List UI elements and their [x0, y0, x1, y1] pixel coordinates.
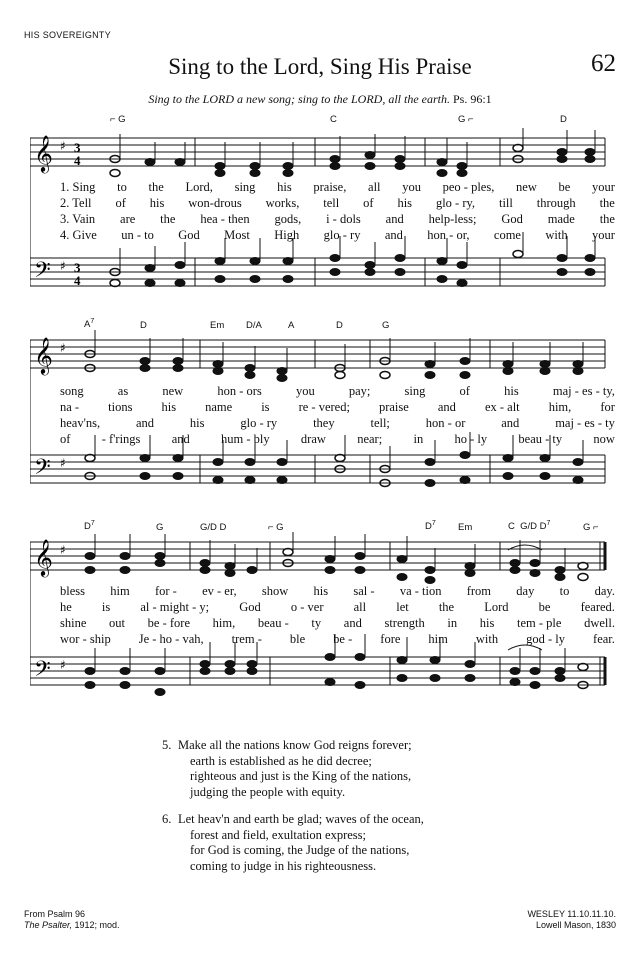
syllable: peo - ples,: [442, 180, 495, 194]
chord-symbol: D: [336, 320, 343, 331]
chord-symbol: G/D D: [200, 522, 227, 533]
syllable: va - tion: [399, 584, 442, 598]
syllable: be - fore: [147, 616, 190, 630]
epigraph-reference: Ps. 96:1: [452, 92, 492, 106]
syllable: glo - ry: [323, 228, 361, 242]
stanza-line: earth is established as he did decree;: [190, 753, 372, 768]
syllable: hum - bly: [221, 432, 270, 446]
syllable: be -: [333, 632, 353, 646]
syllable: beau - ty: [518, 432, 563, 446]
syllable: with: [545, 228, 568, 242]
syllable: glo - ry,: [435, 196, 476, 210]
svg-text:𝄢: 𝄢: [34, 258, 51, 288]
lyric-line-verse-2: [60, 600, 615, 615]
syllable: made: [547, 212, 575, 226]
syllable: and: [385, 212, 404, 226]
syllable: him: [110, 584, 130, 598]
syllable: - f'rings: [101, 432, 141, 446]
svg-text:♯: ♯: [60, 139, 66, 153]
syllable: High: [274, 228, 300, 242]
syllable: ty: [311, 616, 322, 630]
syllable: all: [353, 600, 367, 614]
syllable: of: [363, 196, 374, 210]
syllable: ble: [289, 632, 306, 646]
chord-symbol: C: [330, 114, 337, 125]
syllable: and: [437, 400, 456, 414]
stanza-5: [162, 738, 412, 800]
svg-text:♯: ♯: [60, 341, 66, 355]
chord-symbol: G ⌐: [458, 114, 474, 125]
syllable: new: [162, 384, 184, 398]
syllable: him,: [548, 400, 572, 414]
lyric-line-verse-1: [60, 180, 615, 195]
syllable: hon - ors: [217, 384, 262, 398]
syllable: his: [504, 384, 519, 398]
syllable: Lord: [484, 600, 509, 614]
composer: Lowell Mason, 1830: [535, 920, 616, 930]
stanza-number: 6.: [162, 812, 172, 826]
syllable: his: [313, 584, 329, 598]
syllable: maj - es - ty,: [552, 384, 615, 398]
lyric-line-verse-4: [60, 432, 615, 447]
syllable: re - vered;: [298, 400, 350, 414]
syllable: the: [438, 600, 455, 614]
svg-text:♯: ♯: [60, 658, 66, 672]
chord-symbol: D/A: [246, 320, 262, 331]
lyric-line-verse-2: [60, 196, 615, 211]
syllable: ev - er,: [202, 584, 237, 598]
syllable: his: [277, 180, 292, 194]
syllable: 2. Tell: [60, 196, 92, 210]
syllable: 3. Vain: [60, 212, 96, 226]
stanza-line: forest and field, exultation express;: [190, 827, 366, 842]
stanza-line: Let heav'n and earth be glad; waves of the ocean,: [178, 812, 424, 826]
syllable: is: [261, 400, 270, 414]
syllable: sing: [404, 384, 426, 398]
syllable: na -: [60, 400, 80, 414]
svg-text:♯: ♯: [60, 259, 66, 273]
section-label: HIS SOVEREIGNTY: [24, 30, 112, 40]
syllable: strength: [384, 616, 425, 630]
syllable: glo - ry: [240, 416, 278, 430]
hymn-number: 62: [591, 50, 616, 77]
syllable: from: [466, 584, 492, 598]
chord-symbol: D: [560, 114, 567, 125]
syllable: they: [313, 416, 335, 430]
syllable: tell: [323, 196, 340, 210]
syllable: ex - alt: [484, 400, 520, 414]
syllable: with: [475, 632, 499, 646]
syllable: God: [239, 600, 261, 614]
epigraph-text: Sing to the LORD a new song; sing to the LORD, all the earth.: [148, 92, 450, 106]
lyric-line-verse-1: [60, 384, 615, 399]
hymn-title: Sing to the Lord, Sing His Praise: [168, 54, 472, 79]
syllable: his: [397, 196, 413, 210]
chord-symbol: $D^7$: [84, 520, 95, 533]
stanza-line: righteous and just is the King of the nations,: [190, 769, 412, 783]
syllable: wor - ship: [60, 632, 111, 646]
chord-symbol: Em: [210, 320, 225, 331]
svg-text:4: 4: [74, 273, 81, 288]
syllable: dwell.: [584, 616, 615, 630]
syllable: praise: [378, 400, 409, 414]
syllable: you: [295, 384, 315, 398]
syllable: feared.: [580, 600, 615, 614]
syllable: and: [343, 616, 362, 630]
chord-symbol: G: [382, 320, 390, 331]
svg-text:4: 4: [74, 153, 81, 168]
syllable: God: [178, 228, 200, 242]
syllable: day: [516, 584, 535, 598]
syllable: tell;: [370, 416, 390, 430]
lyric-line-verse-3: [60, 212, 615, 227]
chord-symbol: C G/D $D^7$: [508, 520, 551, 533]
source-title: The Psalter,: [24, 920, 73, 930]
syllable: your: [591, 228, 615, 242]
syllable: in: [413, 432, 424, 446]
syllable: sal -: [353, 584, 375, 598]
syllable: o - ver: [290, 600, 324, 614]
stanza-line: coming to judge in his righteousness.: [190, 858, 377, 873]
syllable: draw: [300, 432, 326, 446]
syllable: god - ly: [526, 632, 566, 646]
syllable: be: [538, 600, 551, 614]
syllable: and: [135, 416, 155, 430]
svg-text:3: 3: [74, 260, 81, 275]
syllable: near;: [357, 432, 383, 446]
syllable: tions: [108, 400, 133, 414]
syllable: God: [501, 212, 523, 226]
source-note: 1912; mod.: [72, 920, 120, 930]
syllable: and: [171, 432, 190, 446]
syllable: and: [384, 228, 403, 242]
syllable: his: [161, 400, 177, 414]
syllable: he: [60, 600, 72, 614]
syllable: for: [600, 400, 615, 414]
syllable: shine: [60, 616, 87, 630]
syllable: song: [60, 384, 84, 398]
syllable: trem -: [231, 632, 262, 646]
svg-text:𝄞: 𝄞: [34, 538, 53, 576]
syllable: through: [536, 196, 576, 210]
syllable: praise,: [313, 180, 347, 194]
syllable: 4. Give: [60, 228, 97, 242]
chord-symbol: ⌐ G: [110, 114, 126, 125]
syllable: Most: [224, 228, 250, 242]
svg-text:𝄞: 𝄞: [34, 336, 53, 374]
syllable: of: [115, 196, 126, 210]
syllable: Lord,: [185, 180, 213, 194]
svg-text:𝄞: 𝄞: [34, 134, 53, 172]
syllable: the: [148, 180, 164, 194]
syllable: you: [402, 180, 421, 194]
syllable: his: [149, 196, 165, 210]
syllable: Je - ho - vah,: [138, 632, 204, 646]
epigraph: [0, 92, 640, 107]
syllable: maj - es - ty: [555, 416, 615, 430]
lyric-line-verse-4: [60, 228, 615, 243]
source-line: [24, 920, 120, 931]
chord-symbol: ⌐ G: [268, 522, 284, 533]
syllable: i - dols: [326, 212, 361, 226]
chord-symbol: G ⌐: [583, 522, 599, 533]
chord-symbol: A: [288, 320, 295, 331]
syllable: fore: [380, 632, 401, 646]
syllable: heav'ns,: [60, 416, 101, 430]
source-credit: [24, 909, 120, 931]
syllable: him: [428, 632, 448, 646]
syllable: his: [189, 416, 205, 430]
syllable: him,: [212, 616, 236, 630]
syllable: gods,: [274, 212, 302, 226]
syllable: un - to: [121, 228, 154, 242]
stanza-number: 5.: [162, 738, 172, 752]
tune-name-meter: WESLEY 11.10.11.10.: [527, 909, 616, 919]
svg-text:♯: ♯: [60, 456, 66, 470]
tune-credit: [527, 909, 616, 931]
syllable: out: [109, 616, 126, 630]
syllable: won-drous: [188, 196, 242, 210]
syllable: to: [117, 180, 127, 194]
syllable: now: [593, 432, 615, 446]
lyric-line-verse-3: [60, 616, 615, 631]
syllable: of: [60, 432, 71, 446]
syllable: in: [447, 616, 458, 630]
stanza-line: for God is coming, the Judge of the nations,: [190, 843, 410, 857]
svg-text:𝄢: 𝄢: [34, 455, 51, 485]
syllable: ho - ly: [454, 432, 488, 446]
stanza-line: judging the people with equity.: [190, 784, 346, 799]
svg-text:3: 3: [74, 140, 81, 155]
syllable: works,: [265, 196, 300, 210]
syllable: let: [396, 600, 409, 614]
syllable: come: [493, 228, 521, 242]
syllable: all: [368, 180, 381, 194]
lyric-line-verse-3: [60, 416, 615, 431]
syllable: your: [592, 180, 615, 194]
syllable: beau -: [257, 616, 289, 630]
syllable: day.: [594, 584, 615, 598]
syllable: hea - then: [200, 212, 250, 226]
lyric-line-verse-4: [60, 632, 615, 647]
chord-symbol: $A^7$: [84, 318, 95, 331]
syllable: for -: [154, 584, 177, 598]
syllable: and: [501, 416, 520, 430]
svg-text:𝄢: 𝄢: [34, 657, 51, 687]
syllable: 1. Sing: [60, 180, 96, 194]
syllable: is: [101, 600, 111, 614]
chord-symbol: D: [140, 320, 147, 331]
syllable: are: [120, 212, 136, 226]
syllable: the: [599, 212, 615, 226]
syllable: the: [160, 212, 176, 226]
syllable: new: [516, 180, 537, 194]
lyric-line-verse-2: [60, 400, 615, 415]
syllable: to: [559, 584, 570, 598]
syllable: the: [599, 196, 615, 210]
syllable: as: [117, 384, 129, 398]
stanza-6: [162, 812, 424, 874]
syllable: be: [558, 180, 571, 194]
syllable: till: [498, 196, 513, 210]
syllable: fear.: [593, 632, 615, 646]
syllable: hon - or: [425, 416, 466, 430]
syllable: of: [459, 384, 470, 398]
syllable: sing: [234, 180, 256, 194]
syllable: al - might - y;: [140, 600, 210, 614]
svg-text:♯: ♯: [60, 543, 66, 557]
chord-symbol: G: [156, 522, 164, 533]
syllable: tem - ple: [517, 616, 562, 630]
stanza-line: Make all the nations know God reigns forever;: [178, 738, 412, 752]
syllable: hon - or,: [427, 228, 470, 242]
lyric-line-verse-1: [60, 584, 615, 599]
chord-symbol: $D^7$: [425, 520, 436, 533]
syllable: help-less;: [428, 212, 477, 226]
syllable: show: [261, 584, 289, 598]
syllable: pay;: [348, 384, 371, 398]
source-line: From Psalm 96: [24, 909, 86, 919]
syllable: bless: [60, 584, 85, 598]
chord-symbol: Em: [458, 522, 473, 533]
syllable: his: [479, 616, 495, 630]
syllable: name: [205, 400, 233, 414]
